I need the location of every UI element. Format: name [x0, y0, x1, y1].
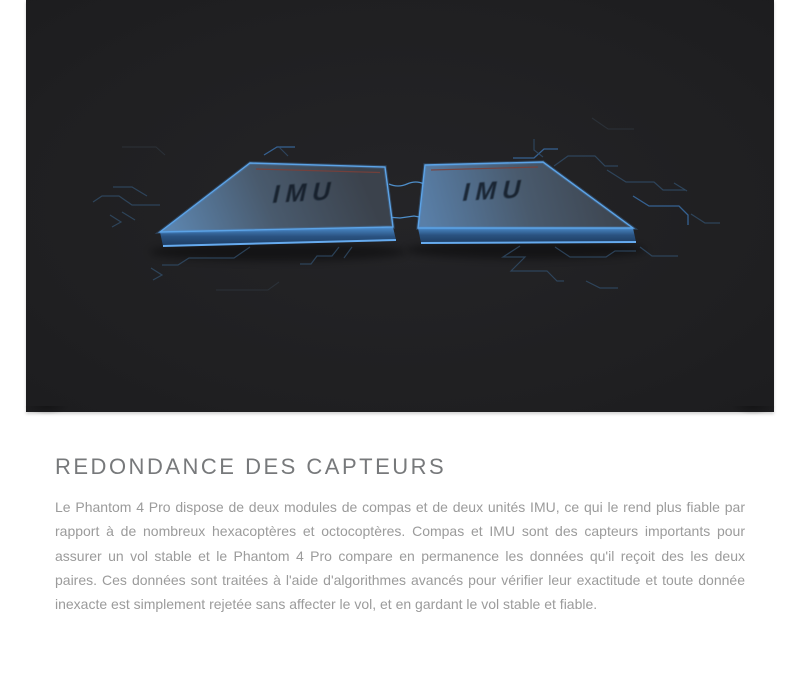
section-paragraph: Le Phantom 4 Pro dispose de deux modules de compas et de deux unités IMU, ce qui le rend plus fiable par rapport à de nombreux hexacoptères et octocoptères. Compas et IMU sont des capteurs importants pour assurer un vol stable et le Phantom 4 Pro compare en permanence les données qu'il reçoit des les deux paires. Ces données sont traitées à l'aide d'algorithmes avancés pour vérifier leur exactitude et toute donnée inexacte est simplement rejetée sans affecter le vol, et en gardant le vol stable et fiable. [55, 499, 745, 613]
imu-label-left: IMU [269, 177, 340, 209]
sensor-redundancy-section [0, 412, 800, 616]
hero-illustration [26, 0, 774, 412]
hero-image [26, 0, 774, 412]
imu-label-right: IMU [459, 175, 530, 207]
chip-right-side [418, 228, 636, 243]
section-title: REDONDANCE DES CAPTEURS [55, 454, 447, 479]
